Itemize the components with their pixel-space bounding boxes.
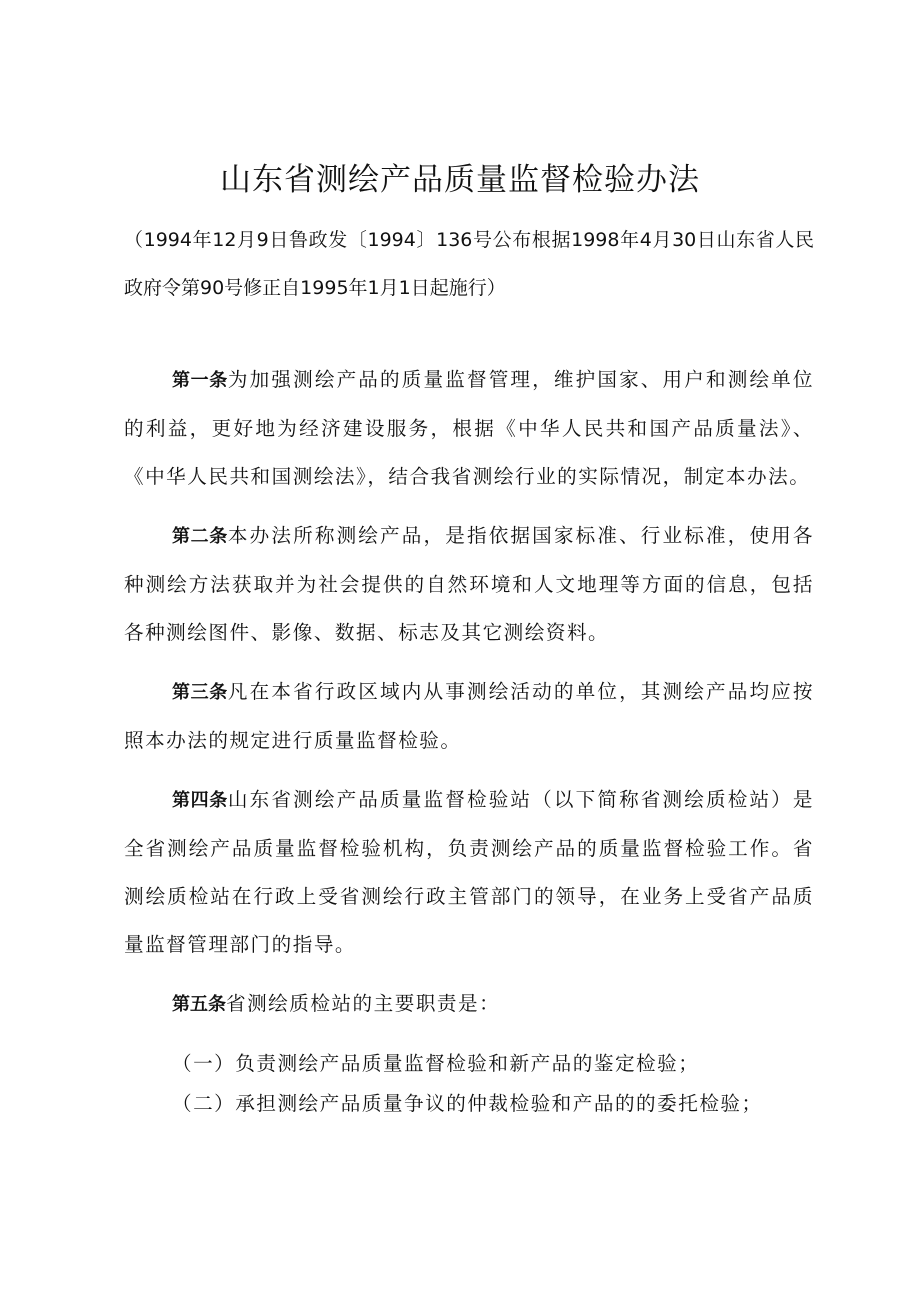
article-label: 第三条 <box>172 682 228 703</box>
article-5 <box>124 980 814 1029</box>
article-text: 山东省测绘产品质量监督检验站（以下简称省测绘质检站）是全省测绘产品质量监督检验机构，负责测绘产品的质量监督检验工作。省测绘质检站在行政上受省测绘行政主管部门的领导，在业务上受省产品质量监督管理部门的指导。 <box>124 788 815 956</box>
article-4 <box>124 776 814 969</box>
article-label: 第五条 <box>172 994 226 1015</box>
article-2 <box>124 512 814 657</box>
article-text: 为加强测绘产品的质量监督管理，维护国家、用户和测绘单位的利益，更好地为经济建设服务，根据《中华人民共和国产品质量法》、《中华人民共和国测绘法》，结合我省测绘行业的实际情况，制定本办法。 <box>124 368 815 488</box>
article-text: 凡在本省行政区域内从事测绘活动的单位，其测绘产品均应按照本办法的规定进行质量监督检验。 <box>124 680 815 752</box>
article-text: 本办法所称测绘产品，是指依据国家标准、行业标准，使用各种测绘方法获取并为社会提供的自然环境和人文地理等方面的信息，包括各种测绘图件、影像、数据、标志及其它测绘资料。 <box>124 524 815 644</box>
document-subtitle: （1994年12月9日鲁政发〔1994〕136号公布根据1998年4月30日山东省人民政府令第90号修正自1995年1月1日起施行） <box>124 229 814 299</box>
article-3 <box>124 668 814 765</box>
document-body <box>124 356 814 1128</box>
document-title: 山东省测绘产品质量监督检验办法 <box>220 162 700 198</box>
list-item: （二）承担测绘产品质量争议的仲裁检验和产品的的委托检验； <box>172 1092 763 1115</box>
article-1 <box>124 356 814 501</box>
article-label: 第四条 <box>172 790 228 811</box>
article-label: 第一条 <box>172 370 228 391</box>
list-item: （一）负责测绘产品质量监督检验和新产品的鉴定检验； <box>172 1052 700 1075</box>
article-label: 第二条 <box>172 526 228 547</box>
article-text: 省测绘质检站的主要职责是： <box>226 992 501 1015</box>
